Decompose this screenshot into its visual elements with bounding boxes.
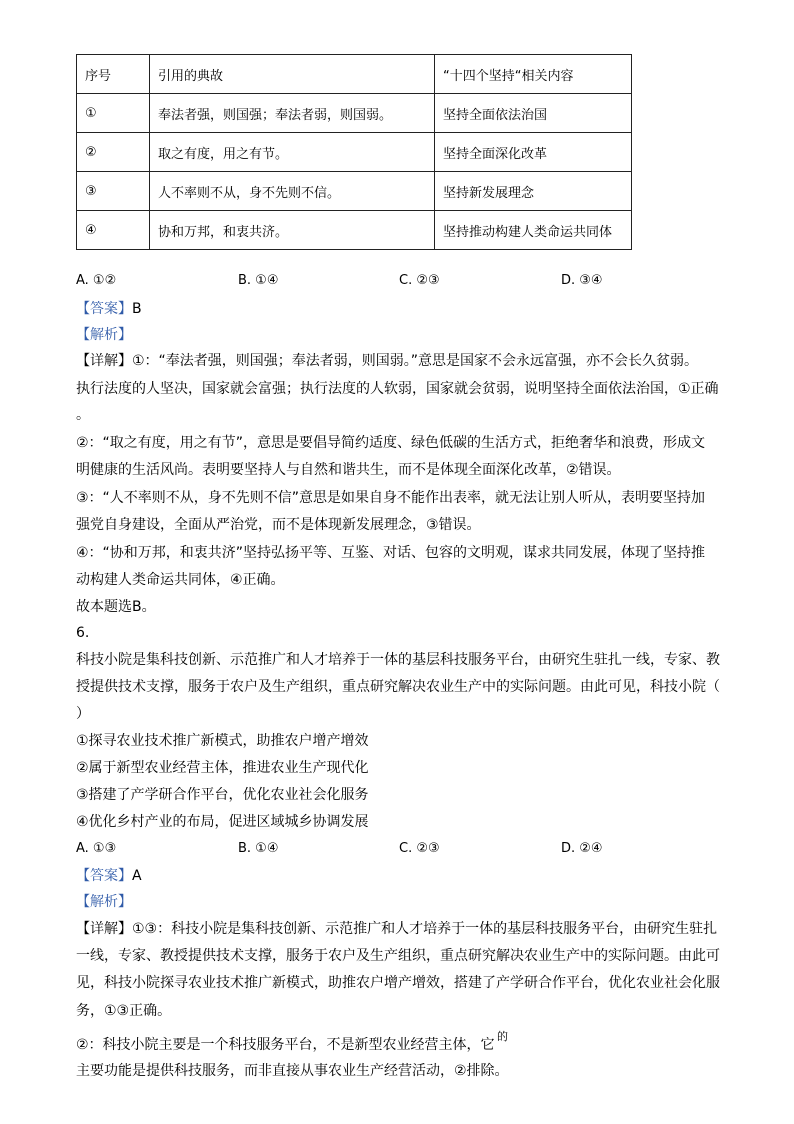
explanation-text: ①：“奉法者强，则国强；奉法者弱，则国弱。”意思是国家不会永远富强，亦不会长久贫弱。: [132, 353, 699, 369]
table-cell: 坚持推动构建人类命运共同体: [435, 211, 632, 250]
answer-tag: 【答案】: [76, 868, 132, 884]
explanation-text: ①③：科技小院是集科技创新、示范推广和人才培养于一体的基层科技服务平台，由研究生驻扎: [132, 921, 718, 937]
q6-option-d: D. ②④: [561, 841, 603, 856]
answer-value: A: [132, 868, 142, 884]
table-cell: 协和万邦，和衷共济。: [150, 211, 435, 250]
q6-explanation-line: [76, 920, 717, 938]
table-row: [77, 133, 632, 172]
table-cell: 坚持全面深化改革: [435, 133, 632, 172]
superscript-char: 的: [497, 1030, 508, 1043]
q5-conclusion: 故本题选B。: [76, 599, 156, 615]
table-header-cell: 引用的典故: [150, 55, 435, 94]
q6-explanation-line: ②：科技小院主要是一个科技服务平台，不是新型农业经营主体，它: [76, 1037, 495, 1053]
q6-stem-line: 科技小院是集科技创新、示范推广和人才培养于一体的基层科技服务平台，由研究生驻扎一线，专家、教: [76, 652, 720, 668]
detail-tag: 【详解】: [76, 353, 132, 369]
q6-answer: [76, 867, 142, 885]
q5-option-d: D. ③④: [561, 273, 603, 288]
q6-option-a: A. ①③: [76, 841, 117, 856]
table-header-cell: “十四个坚持“相关内容: [435, 55, 632, 94]
q6-number: 6.: [76, 625, 90, 641]
table-cell: 人不率则不从，身不先则不信。: [150, 172, 435, 211]
table-row: [77, 172, 632, 211]
q5-analysis-tag: 【解析】: [76, 327, 132, 343]
q6-explanation-line: 一线，专家、教授提供技术支撑，服务于农户及生产组织，重点研究解决农业生产中的实际问题。由此可: [76, 948, 720, 964]
q5-explanation-line: [76, 352, 698, 370]
answer-value: B: [132, 301, 142, 317]
q6-explanation-line: 主要功能是提供科技服务，而非直接从事农业生产经营活动，②排除。: [76, 1063, 509, 1079]
table-cell: 坚持新发展理念: [435, 172, 632, 211]
q5-explanation-line: 。: [76, 407, 90, 423]
q5-explanation-line: 强党自身建设，全面从严治党，而不是体现新发展理念，③错误。: [76, 517, 481, 533]
q6-explanation-line: 见，科技小院探寻农业技术推广新模式，助推农户增产增效，搭建了产学研合作平台，优化农业社会化服: [76, 975, 720, 991]
q5-explanation-line: 动构建人类命运共同体，④正确。: [76, 572, 285, 588]
table-cell: ①: [77, 94, 150, 133]
detail-tag: 【详解】: [76, 921, 132, 937]
q5-explanation-line: ③：“人不率则不从，身不先则不信”意思是如果自身不能作出表率，就无法让别人听从，表明要坚持加: [76, 490, 706, 506]
q6-choice: ③搭建了产学研合作平台，优化农业社会化服务: [76, 787, 369, 803]
q5-explanation-line: ④：“协和万邦，和衷共济”坚持弘扬平等、互鉴、对话、包容的文明观，谋求共同发展，体现了坚持推: [76, 545, 706, 561]
q5-answer: [76, 300, 142, 318]
table-row: [77, 94, 632, 133]
q6-option-b: B. ①④: [238, 841, 279, 856]
q6-stem-line: 授提供技术支撑，服务于农户及生产组织，重点研究解决农业生产中的实际问题。由此可见，科技小院（: [76, 679, 720, 695]
table-header-row: [77, 55, 632, 94]
q5-explanation-line: 明健康的生活风尚。表明要坚持人与自然和谐共生，而不是体现全面深化改革，②错误。: [76, 462, 621, 478]
q6-choice: ②属于新型农业经营主体，推进农业生产现代化: [76, 760, 369, 776]
table-cell: 取之有度，用之有节。: [150, 133, 435, 172]
table-cell: 奉法者强，则国强；奉法者弱，则国弱。: [150, 94, 435, 133]
q6-choice: ④优化乡村产业的布局，促进区域城乡协调发展: [76, 814, 369, 830]
q5-option-c: C. ②③: [399, 273, 440, 288]
q5-explanation-line: 执行法度的人坚决，国家就会富强；执行法度的人软弱，国家就会贫弱，说明坚持全面依法治国，①正确: [76, 381, 719, 397]
table-cell: 坚持全面依法治国: [435, 94, 632, 133]
q6-choice: ①探寻农业技术推广新模式，助推农户增产增效: [76, 733, 369, 749]
q6-option-c: C. ②③: [399, 841, 440, 856]
answer-tag: 【答案】: [76, 301, 132, 317]
table-row: [77, 211, 632, 250]
table-cell: ③: [77, 172, 150, 211]
table-cell: ④: [77, 211, 150, 250]
allusion-table: [76, 54, 632, 250]
q6-analysis-tag: 【解析】: [76, 894, 132, 910]
table-cell: ②: [77, 133, 150, 172]
q5-explanation-line: ②：“取之有度，用之有节”，意思是要倡导简约适度、绿色低碳的生活方式，拒绝奢华和浪费，形成文: [76, 435, 706, 451]
q5-option-b: B. ①④: [238, 273, 279, 288]
table-header-cell: 序号: [77, 55, 150, 94]
q6-stem-line: ）: [76, 706, 90, 722]
q5-option-a: A. ①②: [76, 273, 117, 288]
q6-explanation-line: 务，①③正确。: [76, 1003, 172, 1019]
